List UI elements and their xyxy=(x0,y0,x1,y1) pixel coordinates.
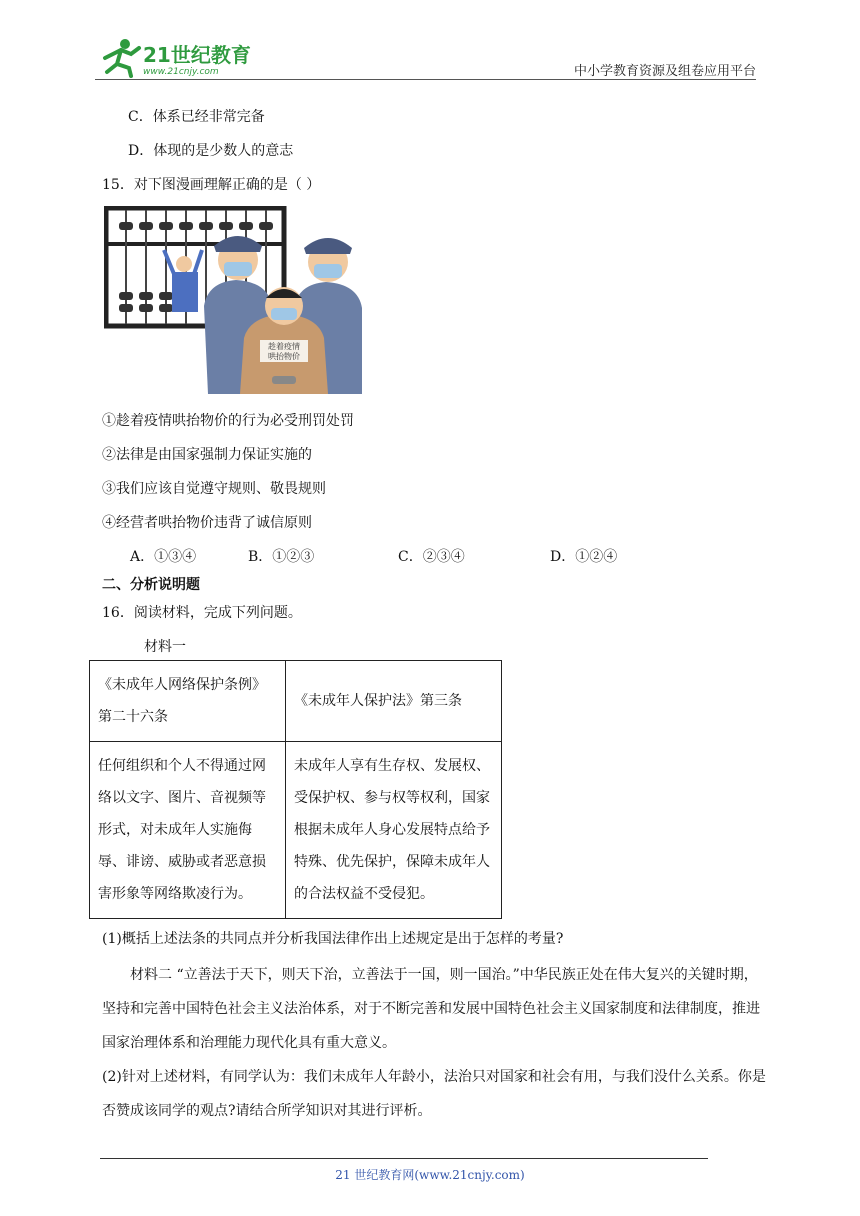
q15-statement-3: ③我们应该自觉遵守规则、敬畏规则 xyxy=(102,481,326,497)
q15-statement-4: ④经营者哄抬物价违背了诚信原则 xyxy=(102,515,312,531)
q16-subquestion-2: (2)针对上述材料，有同学认为：我们未成年人年龄小，法治只对国家和社会有用，与我们没什么关系。你是否赞成该同学的观点?请结合所学知识对其进行评析。 xyxy=(102,1069,766,1119)
running-man-icon xyxy=(105,39,139,76)
platform-title: 中小学教育资源及组卷应用平台 xyxy=(573,64,756,79)
q14-option-c: C．体系已经非常完备 xyxy=(128,109,265,125)
svg-text:21世纪教育: 21世纪教育 xyxy=(143,43,251,67)
table-body-row xyxy=(90,742,502,919)
site-logo xyxy=(95,36,265,78)
svg-text:www.21cnjy.com: www.21cnjy.com xyxy=(143,67,219,77)
section-title: 二、分析说明题 xyxy=(102,577,200,593)
q14-option-d: D．体现的是少数人的意志 xyxy=(128,143,294,159)
table-header-left: 《未成年人网络保护条例》第二十六条 xyxy=(90,661,286,742)
table-header-right: 《未成年人保护法》第三条 xyxy=(286,661,502,742)
q15-option-b: B．①②③ xyxy=(248,549,315,565)
material-table xyxy=(89,660,502,919)
table-body-left: 任何组织和个人不得通过网络以文字、图片、音视频等形式，对未成年人实施侮辱、诽谤、威胁或者恶意损害形象等网络欺凌行为。 xyxy=(90,742,286,919)
q15-statement-2: ②法律是由国家强制力保证实施的 xyxy=(102,447,312,463)
footer-text: 21 世纪教育网(www.21cnjy.com) xyxy=(335,1168,525,1182)
q15-statement-1: ①趁着疫情哄抬物价的行为必受刑罚处罚 xyxy=(102,413,354,429)
trapped-person-icon xyxy=(164,250,202,312)
q15-stem: 15．对下图漫画理解正确的是（ ） xyxy=(102,177,321,193)
q15-option-a: A．①③④ xyxy=(130,549,197,565)
q15-option-c: C．②③④ xyxy=(398,549,465,565)
material-1-label: 材料一 xyxy=(144,639,186,655)
header-divider xyxy=(95,79,756,80)
table-body-right: 未成年人享有生存权、发展权、受保护权、参与权等权利，国家根据未成年人身心发展特点给予特殊、优先保护，保障未成年人的合法权益不受侵犯。 xyxy=(286,742,502,919)
svg-text:趁着疫情: 趁着疫情 xyxy=(268,342,300,351)
table-header-row xyxy=(90,661,502,742)
cartoon-image xyxy=(104,206,366,394)
q16-subquestion-1: (1)概括上述法条的共同点并分析我国法律作出上述规定是出于怎样的考量? xyxy=(102,931,564,947)
svg-text:哄抬物价: 哄抬物价 xyxy=(268,352,300,361)
q15-option-d: D．①②④ xyxy=(550,549,618,565)
footer-divider xyxy=(100,1158,708,1159)
q16-stem: 16．阅读材料，完成下列问题。 xyxy=(102,605,302,621)
material-2-text: 材料二 “立善法于天下，则天下治，立善法于一国，则一国治。”中华民族正处在伟大复兴的关键时期，坚持和完善中国特色社会主义法治体系，对于不断完善和发展中国特色社会主义国家制度和法律制度，推进国家治理体系和治理能力现代化具有重大意义。 xyxy=(102,967,760,1051)
